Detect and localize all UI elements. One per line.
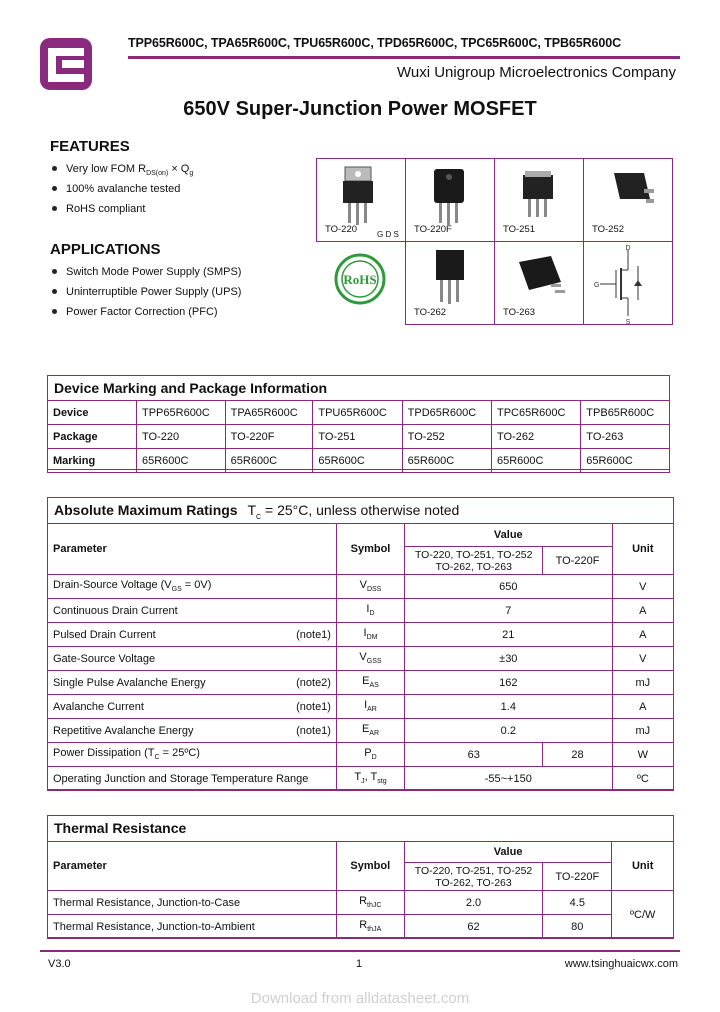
version-label: V3.0: [48, 958, 71, 970]
to263-image: [495, 242, 583, 312]
table-cell: Drain-Source Voltage $(V_{GS} = 0V)$: [48, 575, 337, 599]
table-cell: TPA65R600C: [225, 401, 313, 425]
to252-image: [584, 159, 672, 229]
table-cell: $I_D$: [336, 599, 404, 623]
table-cell: $E_{AR}$: [336, 719, 404, 743]
package-label: TO-252: [592, 224, 625, 235]
application-item: Uninterruptible Power Supply (UPS): [52, 282, 241, 302]
table-cell: Single Pulse Avalanche Energy (note2): [48, 671, 337, 695]
table-cell: 4.5: [543, 891, 612, 915]
package-to252: [583, 158, 673, 242]
table-cell: TPC65R600C: [491, 401, 580, 425]
table-cell: 21: [405, 623, 613, 647]
svg-text:G: G: [594, 282, 600, 289]
table-cell: mJ: [612, 671, 673, 695]
thermal-table: [47, 815, 674, 938]
table-header: Symbol: [336, 524, 404, 575]
table-cell: 65R600C: [491, 449, 580, 473]
table-cell: mJ: [612, 719, 673, 743]
table-cell: Avalanche Current (note1): [48, 695, 337, 719]
table-header: Parameter: [48, 842, 337, 891]
table-cell: 62: [404, 915, 542, 939]
table-row: [48, 671, 674, 695]
table-cell: $R_{thJC}$: [336, 891, 404, 915]
table-cell: 1.4: [405, 695, 613, 719]
table-row: [48, 647, 674, 671]
table-cell: 65R600C: [225, 449, 313, 473]
table-cell: Gate-Source Voltage: [48, 647, 337, 671]
mosfet-symbol-icon: [584, 242, 672, 326]
to220-image: [317, 159, 405, 229]
table-cell: Thermal Resistance, Junction-to-Ambient: [48, 915, 337, 939]
marking-table-title: Device Marking and Package Information: [48, 376, 669, 401]
application-item: Switch Mode Power Supply (SMPS): [52, 262, 241, 282]
ratings-title: Absolute Maximum Ratings: [54, 502, 238, 518]
table-cell: W: [612, 743, 673, 767]
table-header: Unit: [612, 524, 673, 575]
table-cell: ºC: [612, 767, 673, 791]
table-cell: 65R600C: [402, 449, 491, 473]
table-cell: TPU65R600C: [313, 401, 402, 425]
company-logo: [38, 36, 94, 92]
table-cell: Repetitive Avalanche Energy (note1): [48, 719, 337, 743]
table-header: Parameter: [48, 524, 337, 575]
table-cell: TO-251: [313, 425, 402, 449]
thermal-table-grid: [47, 841, 674, 939]
table-cell: ±30: [405, 647, 613, 671]
ratings-condition: $T_C = 25^\circ C$, unless otherwise noted: [247, 502, 460, 521]
feature-item: 100% avalanche tested: [52, 179, 193, 199]
table-row: [48, 449, 670, 473]
table-cell: TO-252: [402, 425, 491, 449]
package-to251: [494, 158, 584, 242]
rohs-cell: [316, 241, 406, 325]
package-label: TO-220F: [414, 224, 452, 235]
table-cell: $P_D$: [336, 743, 404, 767]
table-cell: 63: [405, 743, 543, 767]
to220f-image: [406, 159, 494, 229]
table-cell: Pulsed Drain Current (note1): [48, 623, 337, 647]
table-cell: $R_{thJA}$: [336, 915, 404, 939]
table-row: [48, 719, 674, 743]
table-cell: 80: [543, 915, 612, 939]
table-cell: A: [612, 599, 673, 623]
table-row: [48, 425, 670, 449]
applications-heading: APPLICATIONS: [50, 241, 161, 258]
svg-text:D: D: [625, 245, 631, 252]
part-numbers: TPP65R600C, TPA65R600C, TPU65R600C, TPD65R600C, TPC65R600C, TPB65R600C: [128, 36, 621, 50]
marking-table: [47, 375, 670, 470]
table-row: [48, 915, 674, 939]
feature-item: Very low FOM $R_{DS(on)} \times Q_g$: [52, 159, 193, 179]
table-row: [48, 767, 674, 791]
table-cell: 65R600C: [313, 449, 402, 473]
table-cell: ºC/W: [612, 891, 674, 939]
table-cell: $T_J$, $T_{stg}$: [336, 767, 404, 791]
table-row: [48, 575, 674, 599]
table-row: [48, 623, 674, 647]
ratings-table: [47, 497, 674, 790]
rohs-label: RoHS: [343, 272, 377, 287]
table-cell: $V_{DSS}$: [336, 575, 404, 599]
applications-list: [52, 262, 241, 322]
table-cell: $E_{AS}$: [336, 671, 404, 695]
application-item: Power Factor Correction (PFC): [52, 302, 241, 322]
table-cell: 28: [543, 743, 612, 767]
ratings-table-grid: [47, 523, 674, 791]
package-to220f: [405, 158, 495, 242]
package-label: TO-263: [503, 307, 536, 318]
to262-image: [406, 242, 494, 312]
package-label: TO-262: [414, 307, 447, 318]
table-cell: Thermal Resistance, Junction-to-Case: [48, 891, 337, 915]
table-cell: Package: [48, 425, 137, 449]
table-cell: 7: [405, 599, 613, 623]
table-cell: TO-220F: [225, 425, 313, 449]
table-cell: Marking: [48, 449, 137, 473]
features-list: [52, 159, 193, 219]
table-row: [48, 695, 674, 719]
table-cell: Operating Junction and Storage Temperature Range: [48, 767, 337, 791]
package-label: TO-220: [325, 224, 358, 235]
svg-text:S: S: [625, 319, 631, 326]
table-cell: -55~+150: [405, 767, 613, 791]
table-cell: TO-220: [137, 425, 226, 449]
ratings-table-title: [48, 498, 673, 524]
header-divider: [128, 56, 680, 59]
package-grid: [316, 158, 680, 328]
mosfet-symbol-cell: [583, 241, 673, 325]
table-cell: Device: [48, 401, 137, 425]
table-cell: 0.2: [405, 719, 613, 743]
table-header: TO-220, TO-251, TO-252 TO-262, TO-263: [405, 547, 543, 575]
table-header: Value: [405, 524, 613, 547]
page-number: 1: [356, 958, 363, 970]
table-cell: TPD65R600C: [402, 401, 491, 425]
table-header: Symbol: [336, 842, 404, 891]
document-title: 650V Super-Junction Power MOSFET: [183, 98, 537, 120]
table-cell: Continuous Drain Current: [48, 599, 337, 623]
website-link[interactable]: www.tsinghuaicwx.com: [564, 958, 678, 970]
table-header: TO-220F: [543, 863, 612, 891]
to251-image: [495, 159, 583, 229]
table-row: [48, 743, 674, 767]
table-cell: TPP65R600C: [137, 401, 226, 425]
table-cell: TO-262: [491, 425, 580, 449]
marking-table-grid: [47, 400, 670, 473]
table-cell: $I_{DM}$: [336, 623, 404, 647]
table-header: TO-220, TO-251, TO-252 TO-262, TO-263: [404, 863, 542, 891]
table-cell: A: [612, 623, 673, 647]
table-cell: $I_{AR}$: [336, 695, 404, 719]
table-cell: 2.0: [404, 891, 542, 915]
package-to220: [316, 158, 406, 242]
table-cell: 650: [405, 575, 613, 599]
company-name: Wuxi Unigroup Microelectronics Company: [397, 64, 676, 81]
package-to262: [405, 241, 495, 325]
table-cell: $V_{GSS}$: [336, 647, 404, 671]
features-heading: FEATURES: [50, 138, 130, 155]
table-cell: 162: [405, 671, 613, 695]
table-header-row: [48, 524, 674, 547]
table-header: TO-220F: [543, 547, 612, 575]
footer-divider: [40, 950, 680, 952]
package-label: TO-251: [503, 224, 536, 235]
feature-item: RoHS compliant: [52, 199, 193, 219]
pin-labels: G D S: [377, 230, 399, 239]
rohs-icon: [316, 241, 404, 325]
table-cell: 65R600C: [581, 449, 670, 473]
table-cell: V: [612, 575, 673, 599]
table-cell: Power Dissipation ($T_C$ = 25ºC): [48, 743, 337, 767]
watermark: Download from alldatasheet.com: [250, 990, 470, 1007]
table-cell: TO-263: [581, 425, 670, 449]
table-cell: 65R600C: [137, 449, 226, 473]
table-row: [48, 401, 670, 425]
table-header: Unit: [612, 842, 674, 891]
package-to263: [494, 241, 584, 325]
table-cell: V: [612, 647, 673, 671]
table-row: [48, 599, 674, 623]
table-cell: TPB65R600C: [581, 401, 670, 425]
thermal-table-title: Thermal Resistance: [48, 816, 673, 842]
table-header: Value: [404, 842, 612, 863]
table-header-row: [48, 842, 674, 863]
table-row: [48, 891, 674, 915]
table-cell: A: [612, 695, 673, 719]
